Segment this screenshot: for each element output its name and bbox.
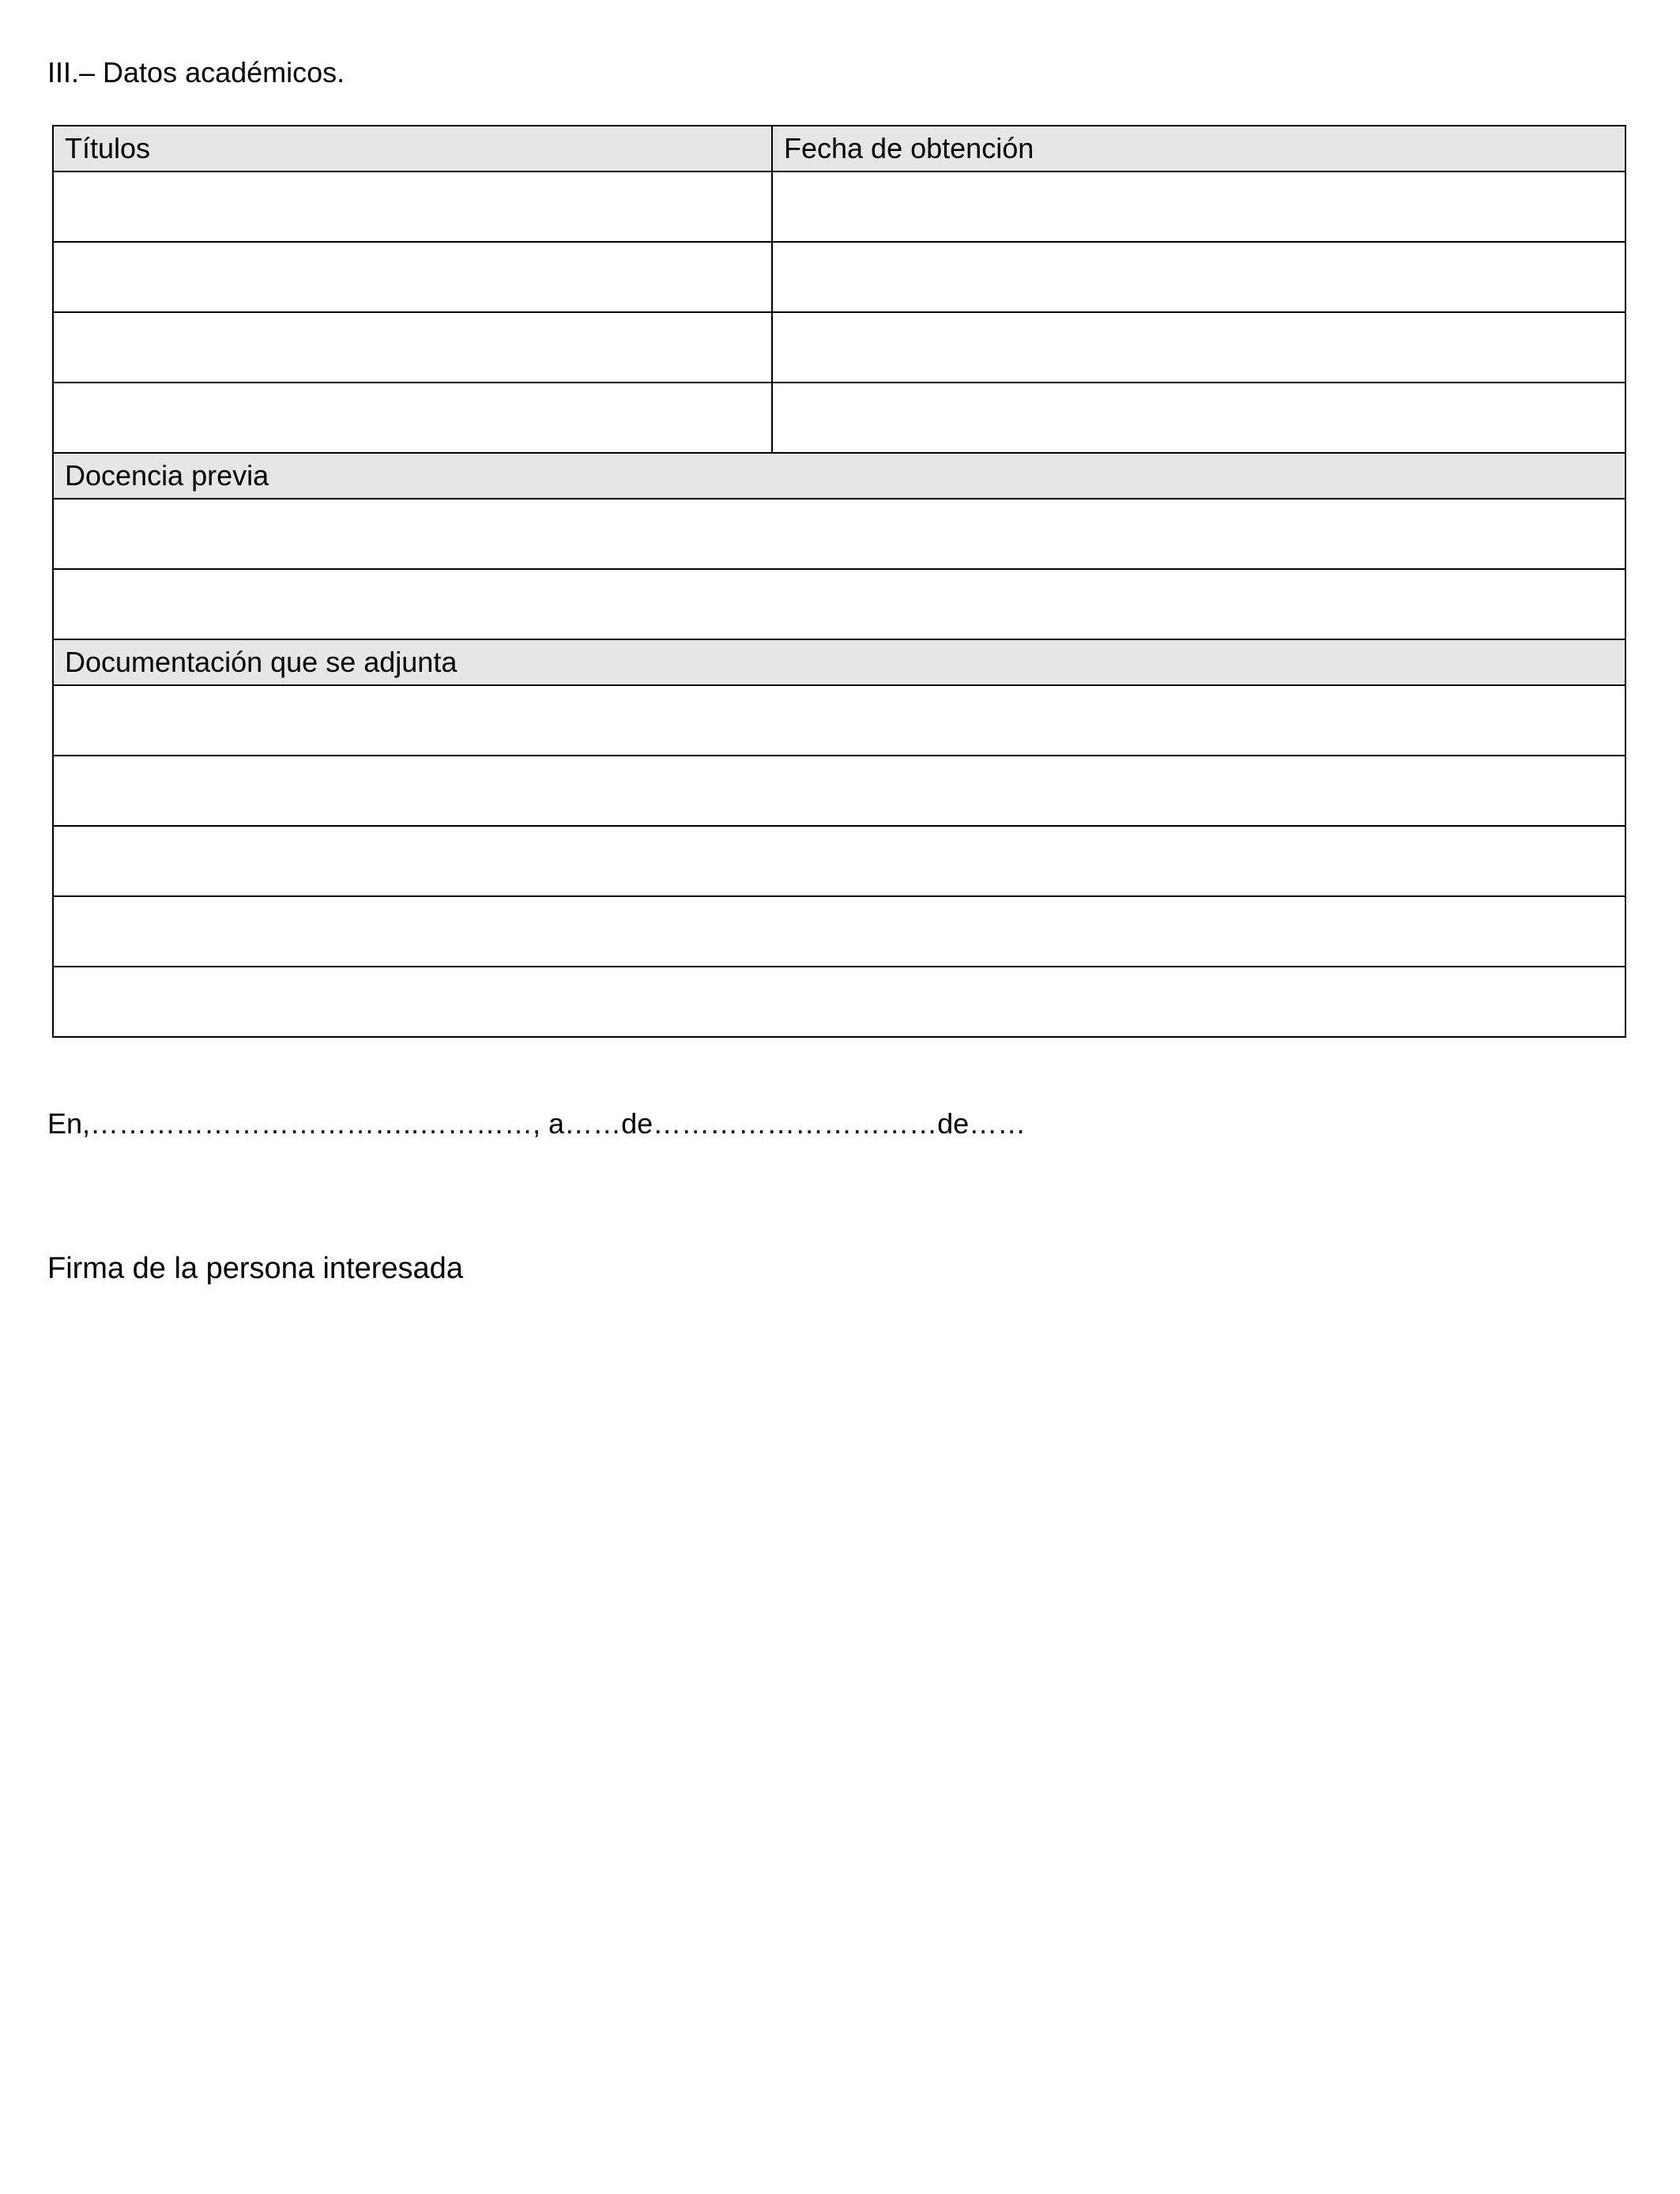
place-date-line[interactable]: En,……………………………..…………, a……de…………………………de……	[47, 1107, 1026, 1140]
table-row	[53, 756, 1625, 826]
documentacion-cell[interactable]	[53, 826, 1625, 896]
table-row	[53, 172, 1625, 242]
documentacion-cell[interactable]	[53, 685, 1625, 756]
titulo-cell[interactable]	[53, 383, 772, 453]
fecha-cell[interactable]	[772, 242, 1625, 312]
documentacion-cell[interactable]	[53, 896, 1625, 967]
titulos-header-row	[53, 126, 1625, 172]
fecha-cell[interactable]	[772, 383, 1625, 453]
table-row	[53, 826, 1625, 896]
section-title: III.– Datos académicos.	[47, 56, 345, 89]
signature-label: Firma de la persona interesada	[47, 1252, 463, 1285]
documentacion-cell[interactable]	[53, 756, 1625, 826]
fecha-header: Fecha de obtención	[772, 126, 1625, 172]
fecha-cell[interactable]	[772, 172, 1625, 242]
docencia-header: Docencia previa	[53, 453, 1625, 499]
table-row	[53, 967, 1625, 1037]
titulo-cell[interactable]	[53, 312, 772, 383]
docencia-cell[interactable]	[53, 499, 1625, 569]
table-row	[53, 383, 1625, 453]
table-row	[53, 685, 1625, 756]
table-row	[53, 896, 1625, 967]
titulo-cell[interactable]	[53, 172, 772, 242]
documentacion-cell[interactable]	[53, 967, 1625, 1037]
docencia-cell[interactable]	[53, 569, 1625, 639]
fecha-cell[interactable]	[772, 312, 1625, 383]
table-row	[53, 569, 1625, 639]
titulo-cell[interactable]	[53, 242, 772, 312]
table-row	[53, 499, 1625, 569]
titulos-header: Títulos	[53, 126, 772, 172]
documentacion-header-row	[53, 639, 1625, 685]
table-row	[53, 312, 1625, 383]
documentacion-header: Documentación que se adjunta	[53, 639, 1625, 685]
docencia-header-row	[53, 453, 1625, 499]
academic-data-table	[52, 125, 1626, 1038]
table-row	[53, 242, 1625, 312]
